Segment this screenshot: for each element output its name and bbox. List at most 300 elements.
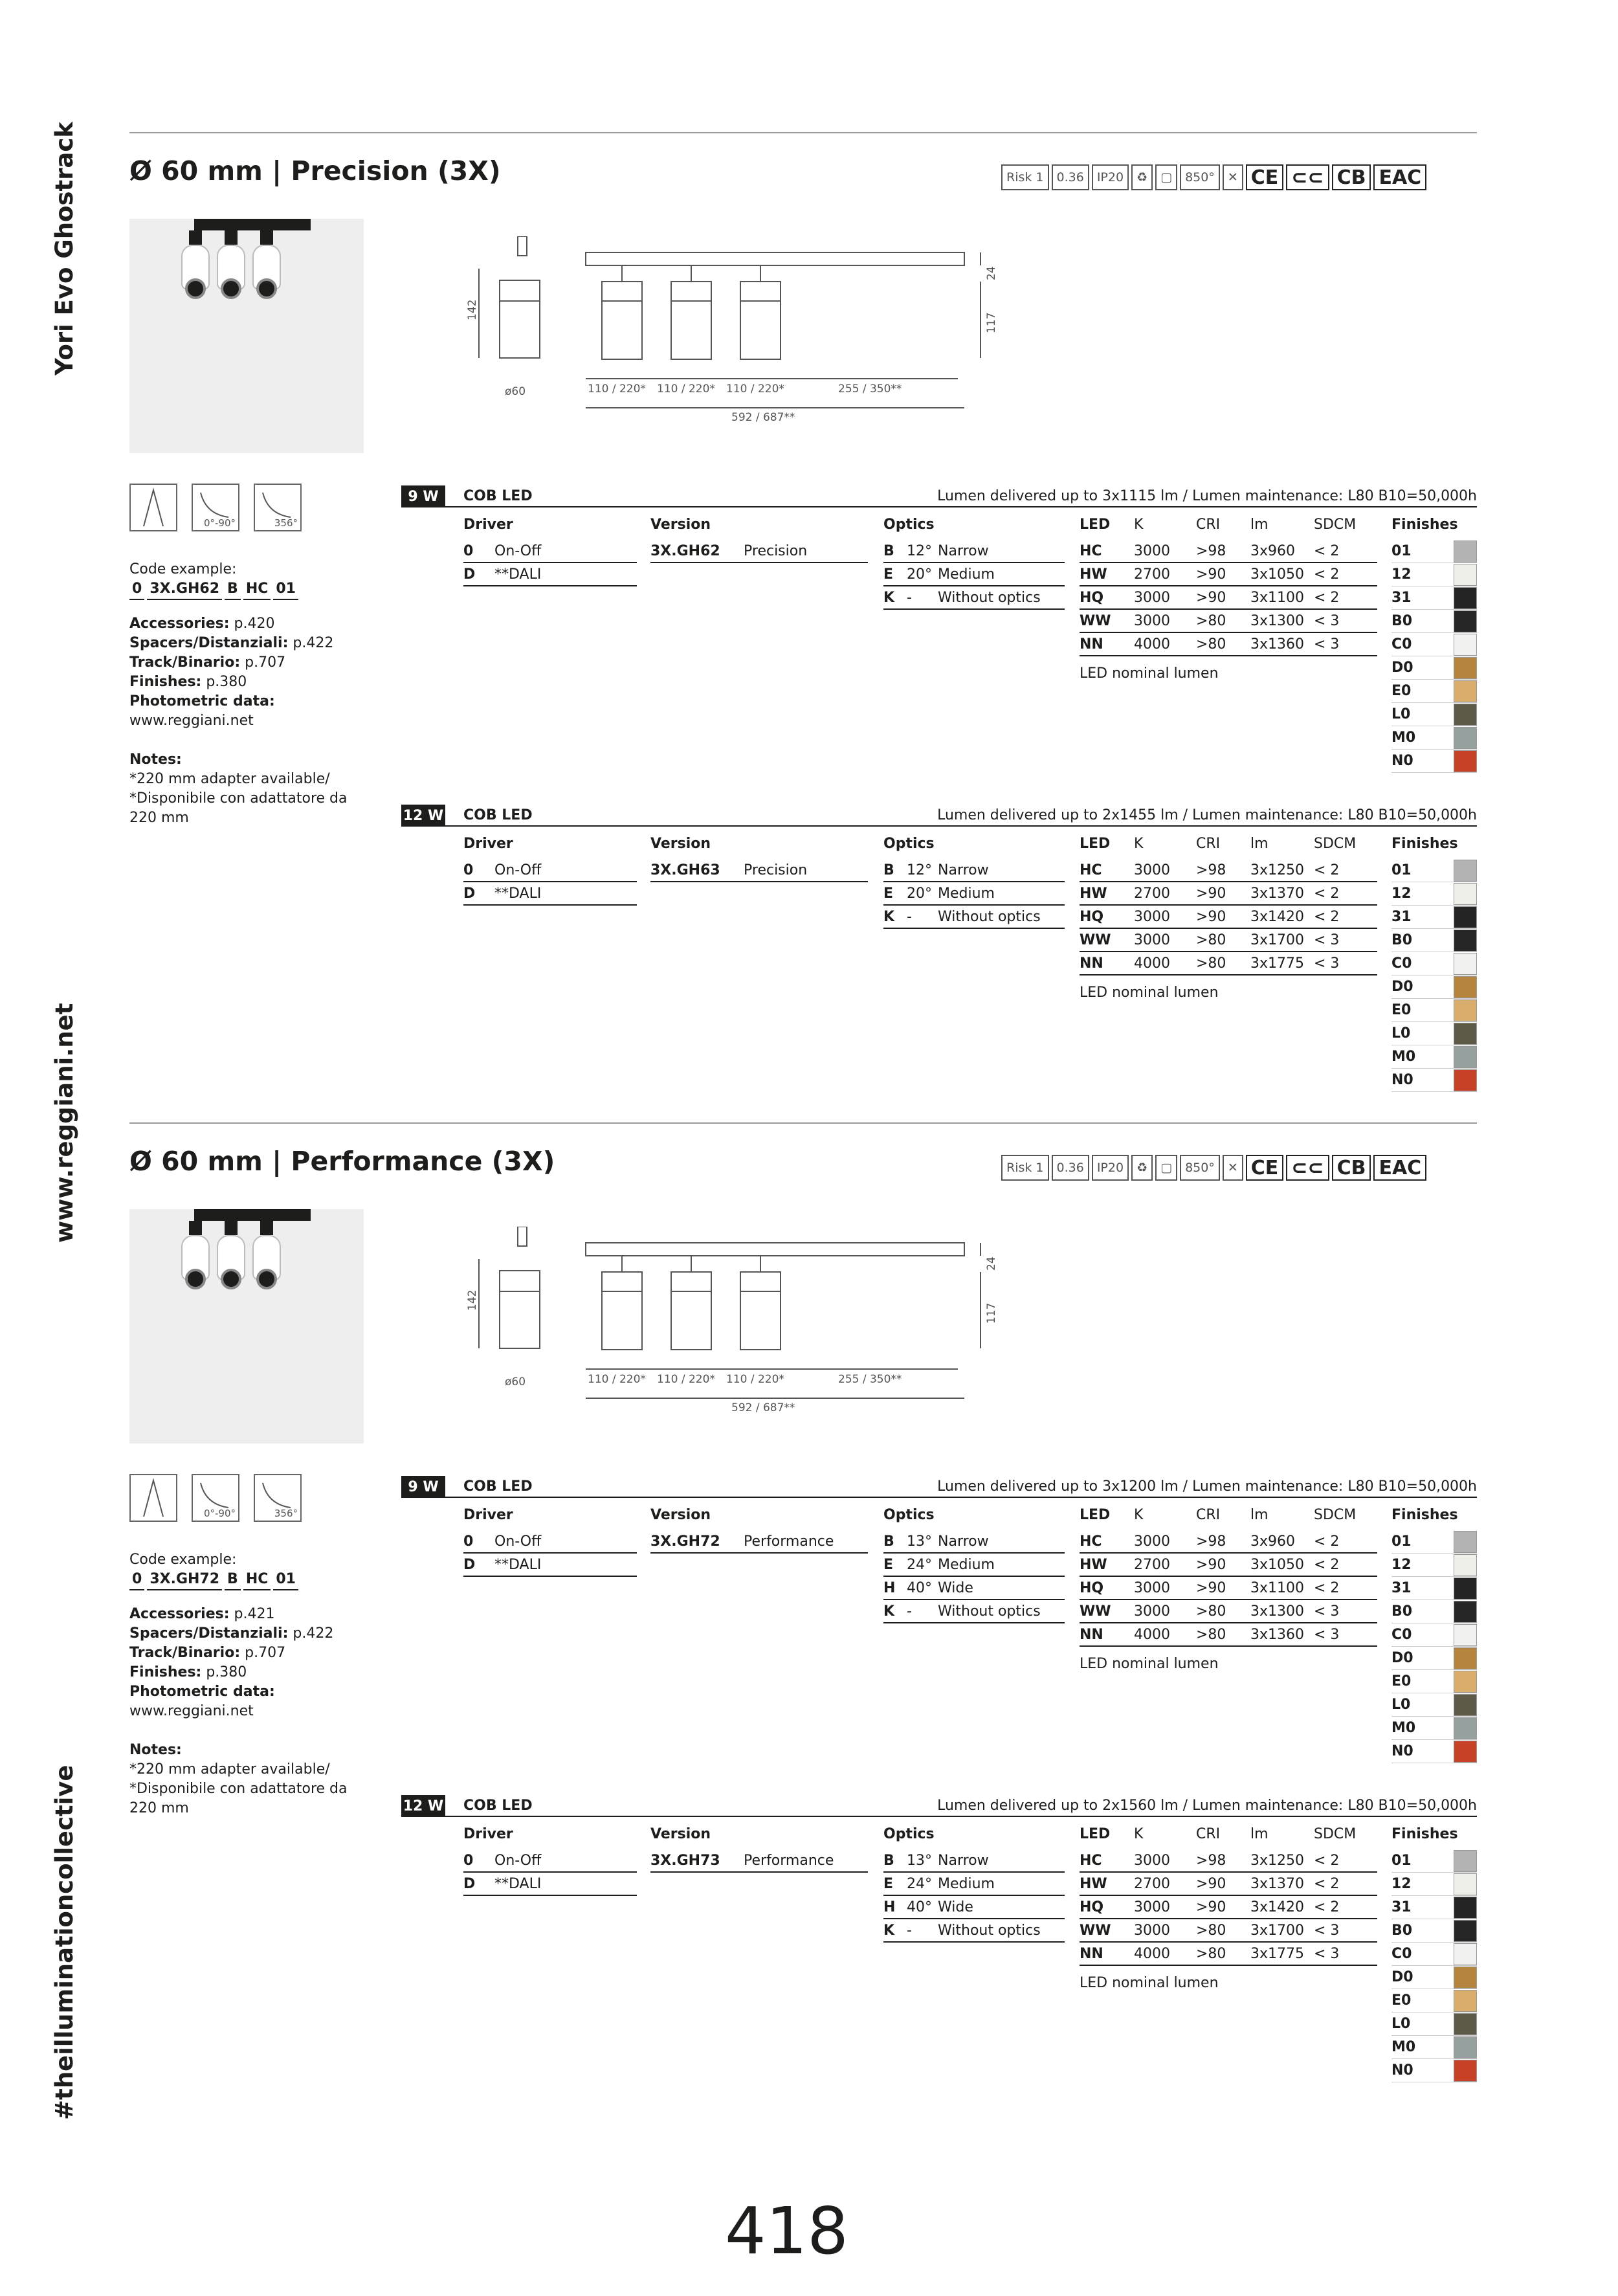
led-cell: HC (1080, 862, 1102, 878)
cert-badge: IP20 (1092, 1155, 1129, 1181)
led-heading-cell: lm (1250, 1826, 1269, 1842)
optics-label: Without optics (938, 908, 1041, 925)
optics-column (883, 836, 1065, 929)
photometric-ref (129, 692, 369, 711)
finish-option (1391, 703, 1477, 726)
optics-label: Without optics (938, 589, 1041, 606)
finish-swatch (1454, 680, 1477, 702)
driver-option (463, 859, 637, 882)
finishes-ref-key: Finishes: (129, 674, 202, 690)
led-cell: HQ (1080, 1579, 1104, 1596)
cert-badge: ▢ (1155, 164, 1177, 190)
accessories-ref-value: p.421 (234, 1606, 275, 1622)
dimension-label: 255 / 350** (838, 1373, 902, 1386)
led-cell: 3x1420 (1250, 1899, 1305, 1915)
optics-angle: 24° (907, 1556, 932, 1573)
led-cell: HQ (1080, 1899, 1104, 1915)
finish-option (1391, 882, 1477, 906)
led-heading-cell: LED (1080, 1507, 1111, 1523)
finish-option (1391, 1670, 1477, 1693)
finish-code: 31 (1391, 1580, 1412, 1596)
photometric-ref-value: www.reggiani.net (129, 1703, 254, 1719)
led-cell: < 2 (1314, 1579, 1340, 1596)
optics-code: B (883, 862, 894, 878)
led-cell: >90 (1196, 566, 1226, 583)
side-brand-label: Yori Evo Ghostrack (50, 122, 78, 375)
led-cell: 3000 (1134, 1852, 1170, 1869)
led-cell: < 2 (1314, 1533, 1340, 1550)
led-cell: 4000 (1134, 955, 1170, 972)
optics-angle: 12° (907, 542, 932, 559)
led-cell: HW (1080, 566, 1107, 583)
finish-code: M0 (1391, 1049, 1416, 1065)
dimension-label: 255 / 350** (838, 383, 902, 396)
optics-code: E (883, 566, 894, 583)
finish-swatch (1454, 541, 1477, 563)
table-header (401, 485, 1477, 507)
table-header (401, 1476, 1477, 1498)
optics-label: Medium (938, 1556, 995, 1573)
lumen-info: Lumen delivered up to 2x1560 lm / Lumen maintenance: L80 B10=50,000h (937, 1798, 1477, 1814)
led-cell: 2700 (1134, 1556, 1170, 1573)
finish-option (1391, 1717, 1477, 1740)
optics-angle: 20° (907, 566, 932, 583)
dimension-label: 142 (466, 299, 479, 320)
led-row (1080, 1873, 1377, 1896)
finish-option (1391, 2012, 1477, 2036)
finish-option (1391, 2036, 1477, 2059)
product-photo (129, 1209, 364, 1443)
optics-label: Narrow (938, 862, 989, 878)
finish-swatch (1454, 2060, 1477, 2082)
optics-label: Medium (938, 885, 995, 902)
driver-heading: Driver (463, 1826, 513, 1842)
code-part: 0 (129, 579, 144, 600)
led-cell: 3x1100 (1250, 1579, 1305, 1596)
finish-code: L0 (1391, 706, 1411, 722)
finish-swatch (1454, 1694, 1477, 1716)
finish-swatch (1454, 930, 1477, 952)
icon-label: 356° (274, 1508, 298, 1519)
led-cell: WW (1080, 1922, 1111, 1939)
optics-option (883, 1554, 1065, 1577)
led-cell: 3000 (1134, 908, 1170, 925)
optics-angle: - (907, 908, 912, 925)
finishes-ref (129, 1663, 369, 1682)
led-cell: 3x1700 (1250, 1922, 1305, 1939)
icon-label: 0°-90° (203, 517, 236, 529)
finish-option (1391, 1022, 1477, 1045)
optics-code: E (883, 1875, 894, 1892)
accessories-ref (129, 614, 369, 634)
led-heading-cell: K (1134, 1826, 1144, 1842)
finish-code: E0 (1391, 1673, 1412, 1689)
optics-code: B (883, 1533, 894, 1550)
finish-swatch (1454, 1943, 1477, 1965)
section-rule (129, 1122, 1477, 1124)
led-cell: HW (1080, 1556, 1107, 1573)
certification-badges (1001, 164, 1426, 190)
led-cell: HW (1080, 885, 1107, 902)
finish-swatch (1454, 1873, 1477, 1895)
certification-badges (1001, 1155, 1426, 1181)
led-cell: 3x1300 (1250, 1603, 1305, 1620)
finish-option (1391, 610, 1477, 633)
finishes-heading: Finishes (1391, 836, 1458, 852)
finish-swatch (1454, 1967, 1477, 1989)
led-cell: 2700 (1134, 885, 1170, 902)
accessories-ref-value: p.420 (234, 616, 275, 632)
finish-option (1391, 1554, 1477, 1577)
version-column (650, 1826, 868, 1873)
driver-label: **DALI (494, 1875, 542, 1892)
version-option (650, 540, 868, 563)
cert-badge: CE (1246, 1155, 1284, 1181)
lumen-info: Lumen delivered up to 2x1455 lm / Lumen maintenance: L80 B10=50,000h (937, 807, 1477, 823)
lumen-info: Lumen delivered up to 3x1115 lm / Lumen maintenance: L80 B10=50,000h (937, 488, 1477, 504)
finish-option (1391, 1600, 1477, 1623)
led-heading-cell: lm (1250, 836, 1269, 852)
led-cell: HW (1080, 1875, 1107, 1892)
driver-label: On-Off (494, 862, 542, 878)
finishes-ref-key: Finishes: (129, 1664, 202, 1680)
led-heading-cell: SDCM (1314, 1507, 1357, 1523)
led-cell: < 3 (1314, 1626, 1340, 1643)
product-photo (129, 219, 364, 453)
finish-option (1391, 1873, 1477, 1896)
finish-code: 31 (1391, 590, 1412, 606)
track-rail (194, 219, 311, 230)
driver-option (463, 1849, 637, 1873)
cert-badge: 850° (1180, 1155, 1220, 1181)
driver-heading: Driver (463, 1507, 513, 1523)
led-cell: 3x1050 (1250, 566, 1305, 583)
code-part: 01 (273, 579, 298, 600)
driver-option (463, 1554, 637, 1577)
spacers-ref (129, 634, 369, 653)
led-cell: WW (1080, 612, 1111, 629)
led-cell: < 2 (1314, 862, 1340, 878)
led-cell: < 2 (1314, 908, 1340, 925)
optics-label: Medium (938, 1875, 995, 1892)
dimension-label: ø60 (505, 1376, 526, 1388)
led-cell: < 2 (1314, 542, 1340, 559)
drawing-svg (440, 236, 1010, 430)
note-line: *Disponibile con adattatore da 220 mm (129, 790, 348, 826)
led-cell: < 2 (1314, 1852, 1340, 1869)
optics-option (883, 1577, 1065, 1600)
finishes-heading: Finishes (1391, 1826, 1458, 1842)
driver-option (463, 1873, 637, 1896)
finish-option (1391, 563, 1477, 586)
finish-option (1391, 586, 1477, 610)
code-part: 0 (129, 1570, 144, 1590)
driver-option (463, 540, 637, 563)
finish-swatch (1454, 1046, 1477, 1068)
driver-column (463, 1507, 637, 1577)
finishes-column (1391, 836, 1477, 1092)
led-cell: < 2 (1314, 589, 1340, 606)
finish-swatch (1454, 1990, 1477, 2012)
finish-code: 31 (1391, 1899, 1412, 1915)
optics-option (883, 1919, 1065, 1943)
finish-option (1391, 540, 1477, 563)
finish-swatch (1454, 1850, 1477, 1872)
led-cell: 3000 (1134, 1533, 1170, 1550)
code-part: 01 (273, 1570, 298, 1590)
led-heading-cell: K (1134, 836, 1144, 852)
version-column (650, 1507, 868, 1554)
led-cell: 3000 (1134, 1899, 1170, 1915)
dimension-label: 110 / 220* (726, 383, 784, 396)
led-cell: 2700 (1134, 566, 1170, 583)
dimension-label: 110 / 220* (726, 1373, 784, 1386)
led-cell: >90 (1196, 1899, 1226, 1915)
optics-angle: 13° (907, 1533, 932, 1550)
led-row (1080, 1554, 1377, 1577)
table-header (401, 1795, 1477, 1817)
finish-code: 12 (1391, 886, 1412, 902)
driver-option (463, 882, 637, 906)
led-row (1080, 586, 1377, 610)
finish-code: C0 (1391, 1946, 1412, 1962)
driver-heading: Driver (463, 836, 513, 852)
side-hashtag-label: #theilluminationcollective (50, 1765, 78, 2120)
lumen-info: Lumen delivered up to 3x1200 lm / Lumen maintenance: L80 B10=50,000h (937, 1478, 1477, 1495)
track-ref-key: Track/Binario: (129, 654, 241, 671)
led-cell: >80 (1196, 955, 1226, 972)
finish-option (1391, 1647, 1477, 1670)
finish-option (1391, 929, 1477, 952)
wattage-badge: 12 W (401, 1795, 445, 1817)
technical-drawing (440, 1227, 1010, 1421)
led-cell: 3000 (1134, 862, 1170, 878)
dimension-label: 592 / 687** (731, 1401, 795, 1414)
spacers-ref-key: Spacers/Distanziali: (129, 1625, 289, 1642)
finish-code: N0 (1391, 753, 1413, 769)
finish-code: L0 (1391, 2016, 1411, 2032)
finish-code: M0 (1391, 1720, 1416, 1736)
led-cell: 4000 (1134, 1945, 1170, 1962)
optics-code: B (883, 542, 894, 559)
optics-code: K (883, 908, 895, 925)
finish-code: 01 (1391, 543, 1412, 559)
finish-option (1391, 1577, 1477, 1600)
led-row (1080, 1896, 1377, 1919)
optics-heading: Optics (883, 1826, 935, 1842)
led-cell: >90 (1196, 1579, 1226, 1596)
finish-swatch (1454, 883, 1477, 905)
led-heading-cell: K (1134, 517, 1144, 533)
led-row (1080, 1919, 1377, 1943)
spotlight-image (217, 1235, 245, 1291)
version-code: 3X.GH63 (650, 862, 720, 878)
finishes-ref (129, 673, 369, 692)
led-heading (1080, 1507, 1377, 1530)
dimension-label: 24 (985, 1256, 998, 1271)
finish-option (1391, 1069, 1477, 1092)
spotlight-image (252, 245, 281, 300)
version-heading: Version (650, 836, 711, 852)
note-line: *220 mm adapter available/ (129, 771, 330, 787)
optics-angle: 20° (907, 885, 932, 902)
led-cell: < 2 (1314, 566, 1340, 583)
driver-code: 0 (463, 1533, 474, 1550)
version-column (650, 517, 868, 563)
finish-swatch (1454, 976, 1477, 998)
finish-code: C0 (1391, 1627, 1412, 1643)
led-row (1080, 563, 1377, 586)
led-cell: < 3 (1314, 1603, 1340, 1620)
led-cell: < 2 (1314, 1875, 1340, 1892)
finish-swatch (1454, 1741, 1477, 1763)
finish-code: 12 (1391, 1876, 1412, 1892)
code-part: HC (243, 579, 271, 600)
led-row (1080, 1943, 1377, 1966)
led-cell: 3x960 (1250, 1533, 1296, 1550)
finish-swatch (1454, 587, 1477, 609)
optics-code: B (883, 1852, 894, 1869)
led-cell: >80 (1196, 1626, 1226, 1643)
led-cell: 3x1775 (1250, 955, 1305, 972)
product-notes (129, 1550, 369, 1818)
led-column (1080, 836, 1377, 1001)
led-row (1080, 1600, 1377, 1623)
optics-label: Narrow (938, 1533, 989, 1550)
led-heading-cell: SDCM (1314, 517, 1357, 533)
finish-code: L0 (1391, 1697, 1411, 1713)
finish-code: B0 (1391, 932, 1413, 948)
finish-swatch (1454, 2013, 1477, 2035)
finish-swatch (1454, 750, 1477, 772)
led-cell: 3x1370 (1250, 885, 1305, 902)
cert-badge: EAC (1373, 1155, 1426, 1181)
optics-option (883, 540, 1065, 563)
led-heading-cell: CRI (1196, 1826, 1221, 1842)
cert-badge: CB (1332, 164, 1371, 190)
optics-label: Narrow (938, 1852, 989, 1869)
led-note: LED nominal lumen (1080, 1656, 1219, 1672)
driver-label: **DALI (494, 885, 542, 902)
photometric-ref-key: Photometric data: (129, 1684, 275, 1700)
led-row (1080, 1530, 1377, 1554)
finish-option (1391, 1943, 1477, 1966)
cert-badge: ♻ (1131, 164, 1153, 190)
led-cell: < 3 (1314, 955, 1340, 972)
cert-badge: Risk 1 (1001, 1155, 1049, 1181)
finish-code: 12 (1391, 1557, 1412, 1573)
optics-code: E (883, 885, 894, 902)
product-table (401, 1795, 1477, 2080)
cert-badge: Risk 1 (1001, 164, 1049, 190)
track-ref-value: p.707 (245, 654, 286, 671)
finish-option (1391, 975, 1477, 999)
led-row (1080, 1849, 1377, 1873)
optics-option (883, 1849, 1065, 1873)
led-row (1080, 540, 1377, 563)
accessories-ref (129, 1605, 369, 1624)
dimension-label: 592 / 687** (731, 411, 795, 424)
led-cell: >80 (1196, 1922, 1226, 1939)
led-cell: < 3 (1314, 636, 1340, 652)
led-cell: 3000 (1134, 1603, 1170, 1620)
side-website-label: www.reggiani.net (50, 1003, 78, 1243)
code-example (129, 579, 369, 600)
driver-option (463, 563, 637, 586)
led-cell: 3x1700 (1250, 931, 1305, 948)
finish-code: N0 (1391, 2062, 1413, 2079)
finish-option (1391, 1966, 1477, 1989)
led-cell: >90 (1196, 885, 1226, 902)
led-heading-cell: LED (1080, 517, 1111, 533)
finishes-column (1391, 1507, 1477, 1763)
finish-swatch (1454, 999, 1477, 1021)
technical-drawing (440, 236, 1010, 430)
finish-code: E0 (1391, 683, 1412, 699)
finish-swatch (1454, 727, 1477, 749)
product-table (401, 485, 1477, 770)
finishes-column (1391, 517, 1477, 773)
led-cell: 3x1100 (1250, 589, 1305, 606)
cert-badge: ♻ (1131, 1155, 1153, 1181)
version-label: Performance (744, 1533, 834, 1550)
led-cell: 3x1250 (1250, 862, 1305, 878)
cert-badge: ▢ (1155, 1155, 1177, 1181)
icon-label: 0°-90° (203, 1508, 236, 1519)
finish-option (1391, 1530, 1477, 1554)
led-row (1080, 610, 1377, 633)
version-label: Precision (744, 862, 808, 878)
finish-code: M0 (1391, 730, 1416, 746)
led-cell: 3000 (1134, 589, 1170, 606)
product-table (401, 805, 1477, 1089)
led-cell: HC (1080, 1852, 1102, 1869)
optics-code: K (883, 589, 895, 606)
section-title: Ø 60 mm | Precision (3X) (129, 155, 501, 186)
cert-badge: IP20 (1092, 164, 1129, 190)
led-cell: 3000 (1134, 612, 1170, 629)
finish-swatch (1454, 704, 1477, 726)
finish-code: 12 (1391, 566, 1412, 583)
track-ref-value: p.707 (245, 1645, 286, 1661)
driver-code: D (463, 1875, 476, 1892)
finish-code: 01 (1391, 862, 1412, 878)
notes-heading: Notes: (129, 752, 182, 768)
optics-code: K (883, 1603, 895, 1620)
finish-code: N0 (1391, 1743, 1413, 1759)
optics-angle: 12° (907, 862, 932, 878)
led-cell: HQ (1080, 589, 1104, 606)
finish-option (1391, 2059, 1477, 2082)
wattage-badge: 12 W (401, 805, 445, 827)
finish-code: 01 (1391, 1853, 1412, 1869)
led-cell: 3x1420 (1250, 908, 1305, 925)
finish-swatch (1454, 1601, 1477, 1623)
finish-swatch (1454, 1897, 1477, 1919)
finish-code: E0 (1391, 1002, 1412, 1018)
led-cell: < 3 (1314, 931, 1340, 948)
driver-label: On-Off (494, 1852, 542, 1869)
finishes-heading: Finishes (1391, 1507, 1458, 1523)
driver-code: 0 (463, 542, 474, 559)
icon-label: 356° (274, 517, 298, 529)
finish-code: B0 (1391, 1603, 1413, 1620)
led-cell: WW (1080, 931, 1111, 948)
cert-badge: EAC (1373, 164, 1426, 190)
led-cell: >98 (1196, 1533, 1226, 1550)
led-heading-cell: lm (1250, 517, 1269, 533)
driver-label: **DALI (494, 566, 542, 583)
